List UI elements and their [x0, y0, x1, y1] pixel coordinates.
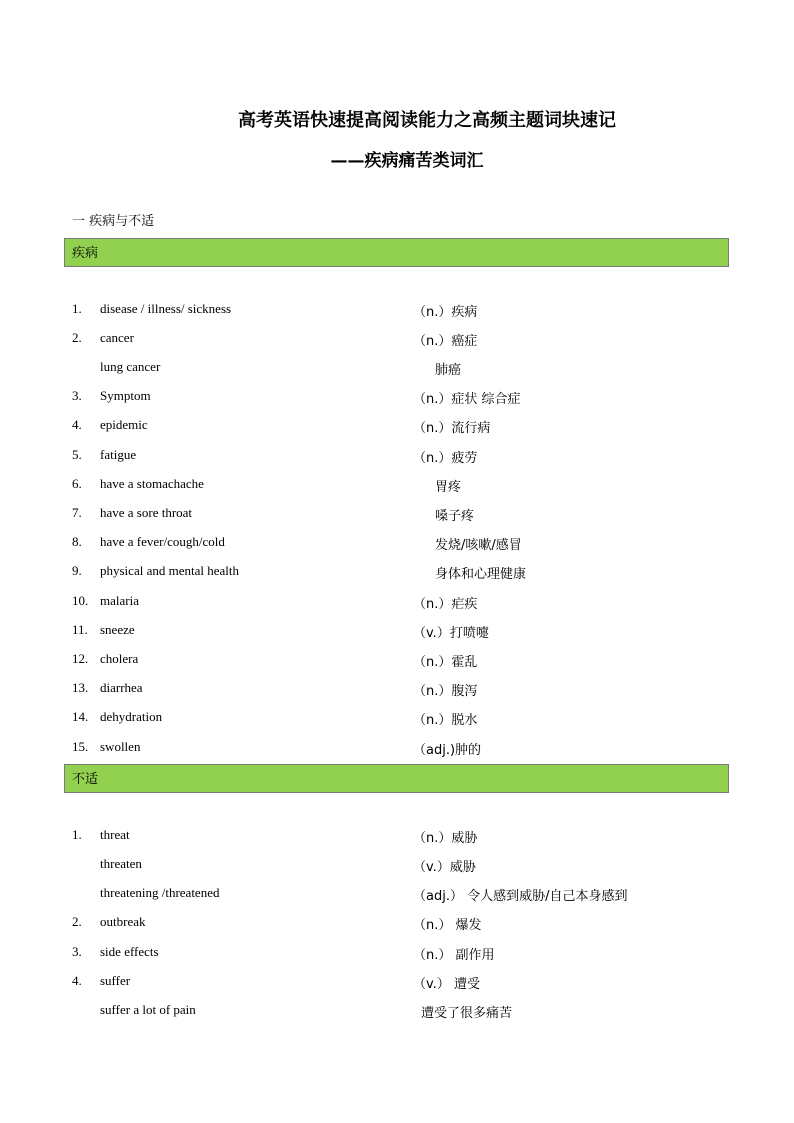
vocab-row: [0, 505, 794, 525]
vocab-row: [0, 739, 794, 759]
row-chinese: （n.）流行病: [413, 421, 491, 436]
row-english: have a stomachache: [100, 476, 204, 491]
row-number: 9.: [72, 563, 82, 578]
row-number: 1.: [72, 301, 82, 316]
row-english: cancer: [100, 330, 134, 345]
vocab-row: [0, 680, 794, 700]
row-english: sneeze: [100, 622, 135, 637]
row-english: cholera: [100, 651, 139, 666]
row-chinese: （v.） 遭受: [413, 977, 480, 992]
vocab-row: [0, 622, 794, 642]
group-band-discomfort: [64, 764, 729, 793]
row-english: outbreak: [100, 914, 146, 929]
vocab-row: [0, 885, 794, 905]
row-number: 8.: [72, 534, 82, 549]
row-chinese: 遭受了很多痛苦: [421, 1006, 513, 1021]
vocab-row: [0, 856, 794, 876]
row-chinese: （n.）疟疾: [413, 597, 478, 612]
group-band-illness: [64, 238, 729, 267]
row-english: have a sore throat: [100, 505, 193, 520]
row-english: threat: [100, 827, 130, 842]
row-number: 3.: [72, 388, 82, 403]
row-chinese: 身体和心理健康: [435, 567, 527, 582]
row-english: lung cancer: [100, 359, 161, 374]
vocab-row: [0, 330, 794, 350]
row-number: 1.: [72, 827, 82, 842]
row-english: malaria: [100, 593, 139, 608]
row-english: threaten: [100, 856, 142, 871]
row-number: 13.: [72, 680, 89, 695]
section-heading: 一 疾病与不适: [72, 214, 155, 229]
row-english: threatening /threatened: [100, 885, 220, 900]
row-chinese: （n.）疾病: [413, 305, 478, 320]
vocab-row: [0, 359, 794, 379]
row-chinese: 胃疼: [435, 480, 462, 495]
vocab-row: [0, 388, 794, 408]
row-english: side effects: [100, 944, 159, 959]
row-english: disease / illness/ sickness: [100, 301, 232, 316]
row-chinese: （n.） 副作用: [413, 948, 495, 963]
row-number: 6.: [72, 476, 82, 491]
row-chinese: （v.）打喷嚏: [413, 626, 489, 641]
row-english: Symptom: [100, 388, 151, 403]
vocab-row: [0, 447, 794, 467]
vocab-row: [0, 476, 794, 496]
row-chinese: （adj.)肿的: [413, 743, 482, 758]
row-number: 12.: [72, 651, 89, 666]
row-number: 4.: [72, 973, 82, 988]
page-title: 高考英语快速提高阅读能力之高频主题词块速记: [238, 110, 616, 131]
vocab-row: [0, 301, 794, 321]
vocab-row: [0, 944, 794, 964]
row-english: fatigue: [100, 447, 137, 462]
row-number: 15.: [72, 739, 89, 754]
row-chinese: （n.）威胁: [413, 831, 478, 846]
row-english: suffer: [100, 973, 131, 988]
row-chinese: 发烧/咳嗽/感冒: [435, 538, 522, 553]
row-number: 10.: [72, 593, 89, 608]
vocab-row: [0, 593, 794, 613]
row-chinese: （n.）症状 综合症: [413, 392, 521, 407]
page-subtitle: ——疾病痛苦类词汇: [330, 151, 484, 171]
row-chinese: 嗓子疼: [435, 509, 475, 524]
vocab-row: [0, 651, 794, 671]
row-chinese: （n.） 爆发: [413, 918, 482, 933]
row-english: physical and mental health: [100, 563, 239, 578]
row-number: 3.: [72, 944, 82, 959]
vocab-row: [0, 914, 794, 934]
vocab-row: [0, 973, 794, 993]
row-chinese: 肺癌: [435, 363, 462, 378]
vocab-row: [0, 827, 794, 847]
row-chinese: （n.）霍乱: [413, 655, 478, 670]
row-number: 2.: [72, 330, 82, 345]
group-label: 疾病: [72, 246, 99, 261]
row-english: epidemic: [100, 417, 148, 432]
row-number: 11.: [72, 622, 88, 637]
row-number: 4.: [72, 417, 82, 432]
row-chinese: （n.）癌症: [413, 334, 478, 349]
vocab-row: [0, 563, 794, 583]
row-number: 5.: [72, 447, 82, 462]
row-english: dehydration: [100, 709, 163, 724]
vocab-row: [0, 534, 794, 554]
vocab-row: [0, 709, 794, 729]
row-chinese: （n.）腹泻: [413, 684, 478, 699]
row-chinese: （adj.） 令人感到威胁/自己本身感到: [413, 889, 628, 904]
group-label: 不适: [72, 772, 99, 787]
row-number: 7.: [72, 505, 82, 520]
row-number: 2.: [72, 914, 82, 929]
row-chinese: （n.）疲劳: [413, 451, 478, 466]
row-chinese: （v.）威胁: [413, 860, 476, 875]
row-number: 14.: [72, 709, 89, 724]
row-chinese: （n.）脱水: [413, 713, 478, 728]
vocab-row: [0, 1002, 794, 1022]
row-english: diarrhea: [100, 680, 143, 695]
row-english: swollen: [100, 739, 141, 754]
vocab-row: [0, 417, 794, 437]
row-english: have a fever/cough/cold: [100, 534, 225, 549]
row-english: suffer a lot of pain: [100, 1002, 196, 1017]
